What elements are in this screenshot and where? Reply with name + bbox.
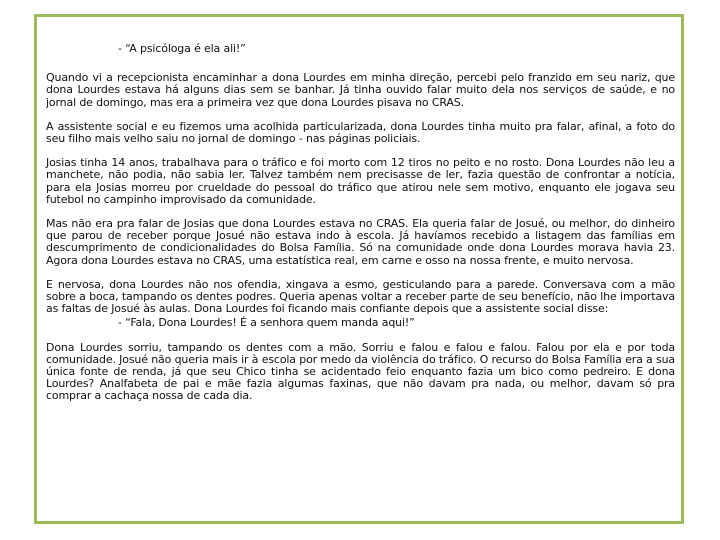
- slide-frame: [34, 14, 684, 524]
- paragraph-5-text: E nervosa, dona Lourdes não nos ofendia, xingava a esmo, gesticulando para a parede. Conversava com a mão sobre a boca, tampando os dentes podres. Queria apenas voltar a receber parte de seu benefício, não lhe importava as faltas de Josué às aulas. Dona Lourdes foi ficando mais confiante depois que a assistente social disse:: [46, 277, 675, 316]
- paragraph-6: Dona Lourdes sorriu, tampando os dentes com a mão. Sorriu e falou e falou e falou. Falou por ela e por toda comunidade. Josué não queria mais ir à escola por medo da violência do tráfico. O recurso do Bolsa Família era a sua única fonte de renda, já que seu Chico tinha se acidentado feio enquanto fazia um bico como pedreiro. E dona Lourdes? Analfabeta de pai e mãe fazia algumas faxinas, que não davam pra nada, ou melhor, davam só pra comprar a cachaça nossa de cada dia.: [46, 340, 675, 403]
- opening-quote: - “A psicóloga é ela ali!”: [118, 42, 246, 55]
- paragraph-3: Josias tinha 14 anos, trabalhava para o tráfico e foi morto com 12 tiros no peito e no rosto. Dona Lourdes não leu a manchete, não podia, não sabia ler. Talvez também nem precisasse de ler, fazia questão de confrontar a notícia, para ela Josias morreu por crueldade do pessoal do tráfico que atirou nele sem motivo, enquanto ele jogava seu futebol no campinho improvisado da comunidade.: [46, 156, 675, 206]
- paragraph-4: Mas não era pra falar de Josias que dona Lourdes estava no CRAS. Ela queria falar de Josué, ou melhor, do dinheiro que parou de receber porque Josué não estava indo à escola. Já havíamos recebido a listagem das famílias em descumprimento de condicionalidades do Bolsa Família. Só na comunidade onde dona Lourdes morava havia 23. Agora dona Lourdes estava no CRAS, uma estatística real, em carne e osso na nossa frente, e muito nervosa.: [46, 217, 675, 267]
- dialogue-quote: - “Fala, Dona Lourdes! É a senhora quem manda aqui!”: [118, 316, 415, 330]
- document-body: [46, 43, 675, 415]
- paragraph-2: A assistente social e eu fizemos uma acolhida particularizada, dona Lourdes tinha muito pra falar, afinal, a foto do seu filho mais velho saiu no jornal de domingo - nas páginas policiais.: [46, 119, 675, 146]
- paragraph-5: [46, 279, 675, 330]
- paragraph-1: Quando vi a recepcionista encaminhar a dona Lourdes em minha direção, percebi pelo franzido em seu nariz, que dona Lourdes estava há alguns dias sem se banhar. Já tinha ouvido falar muito dela nos serviços de saúde, e no jornal de domingo, mas era a primeira vez que dona Lourdes pisava no CRAS.: [46, 71, 675, 109]
